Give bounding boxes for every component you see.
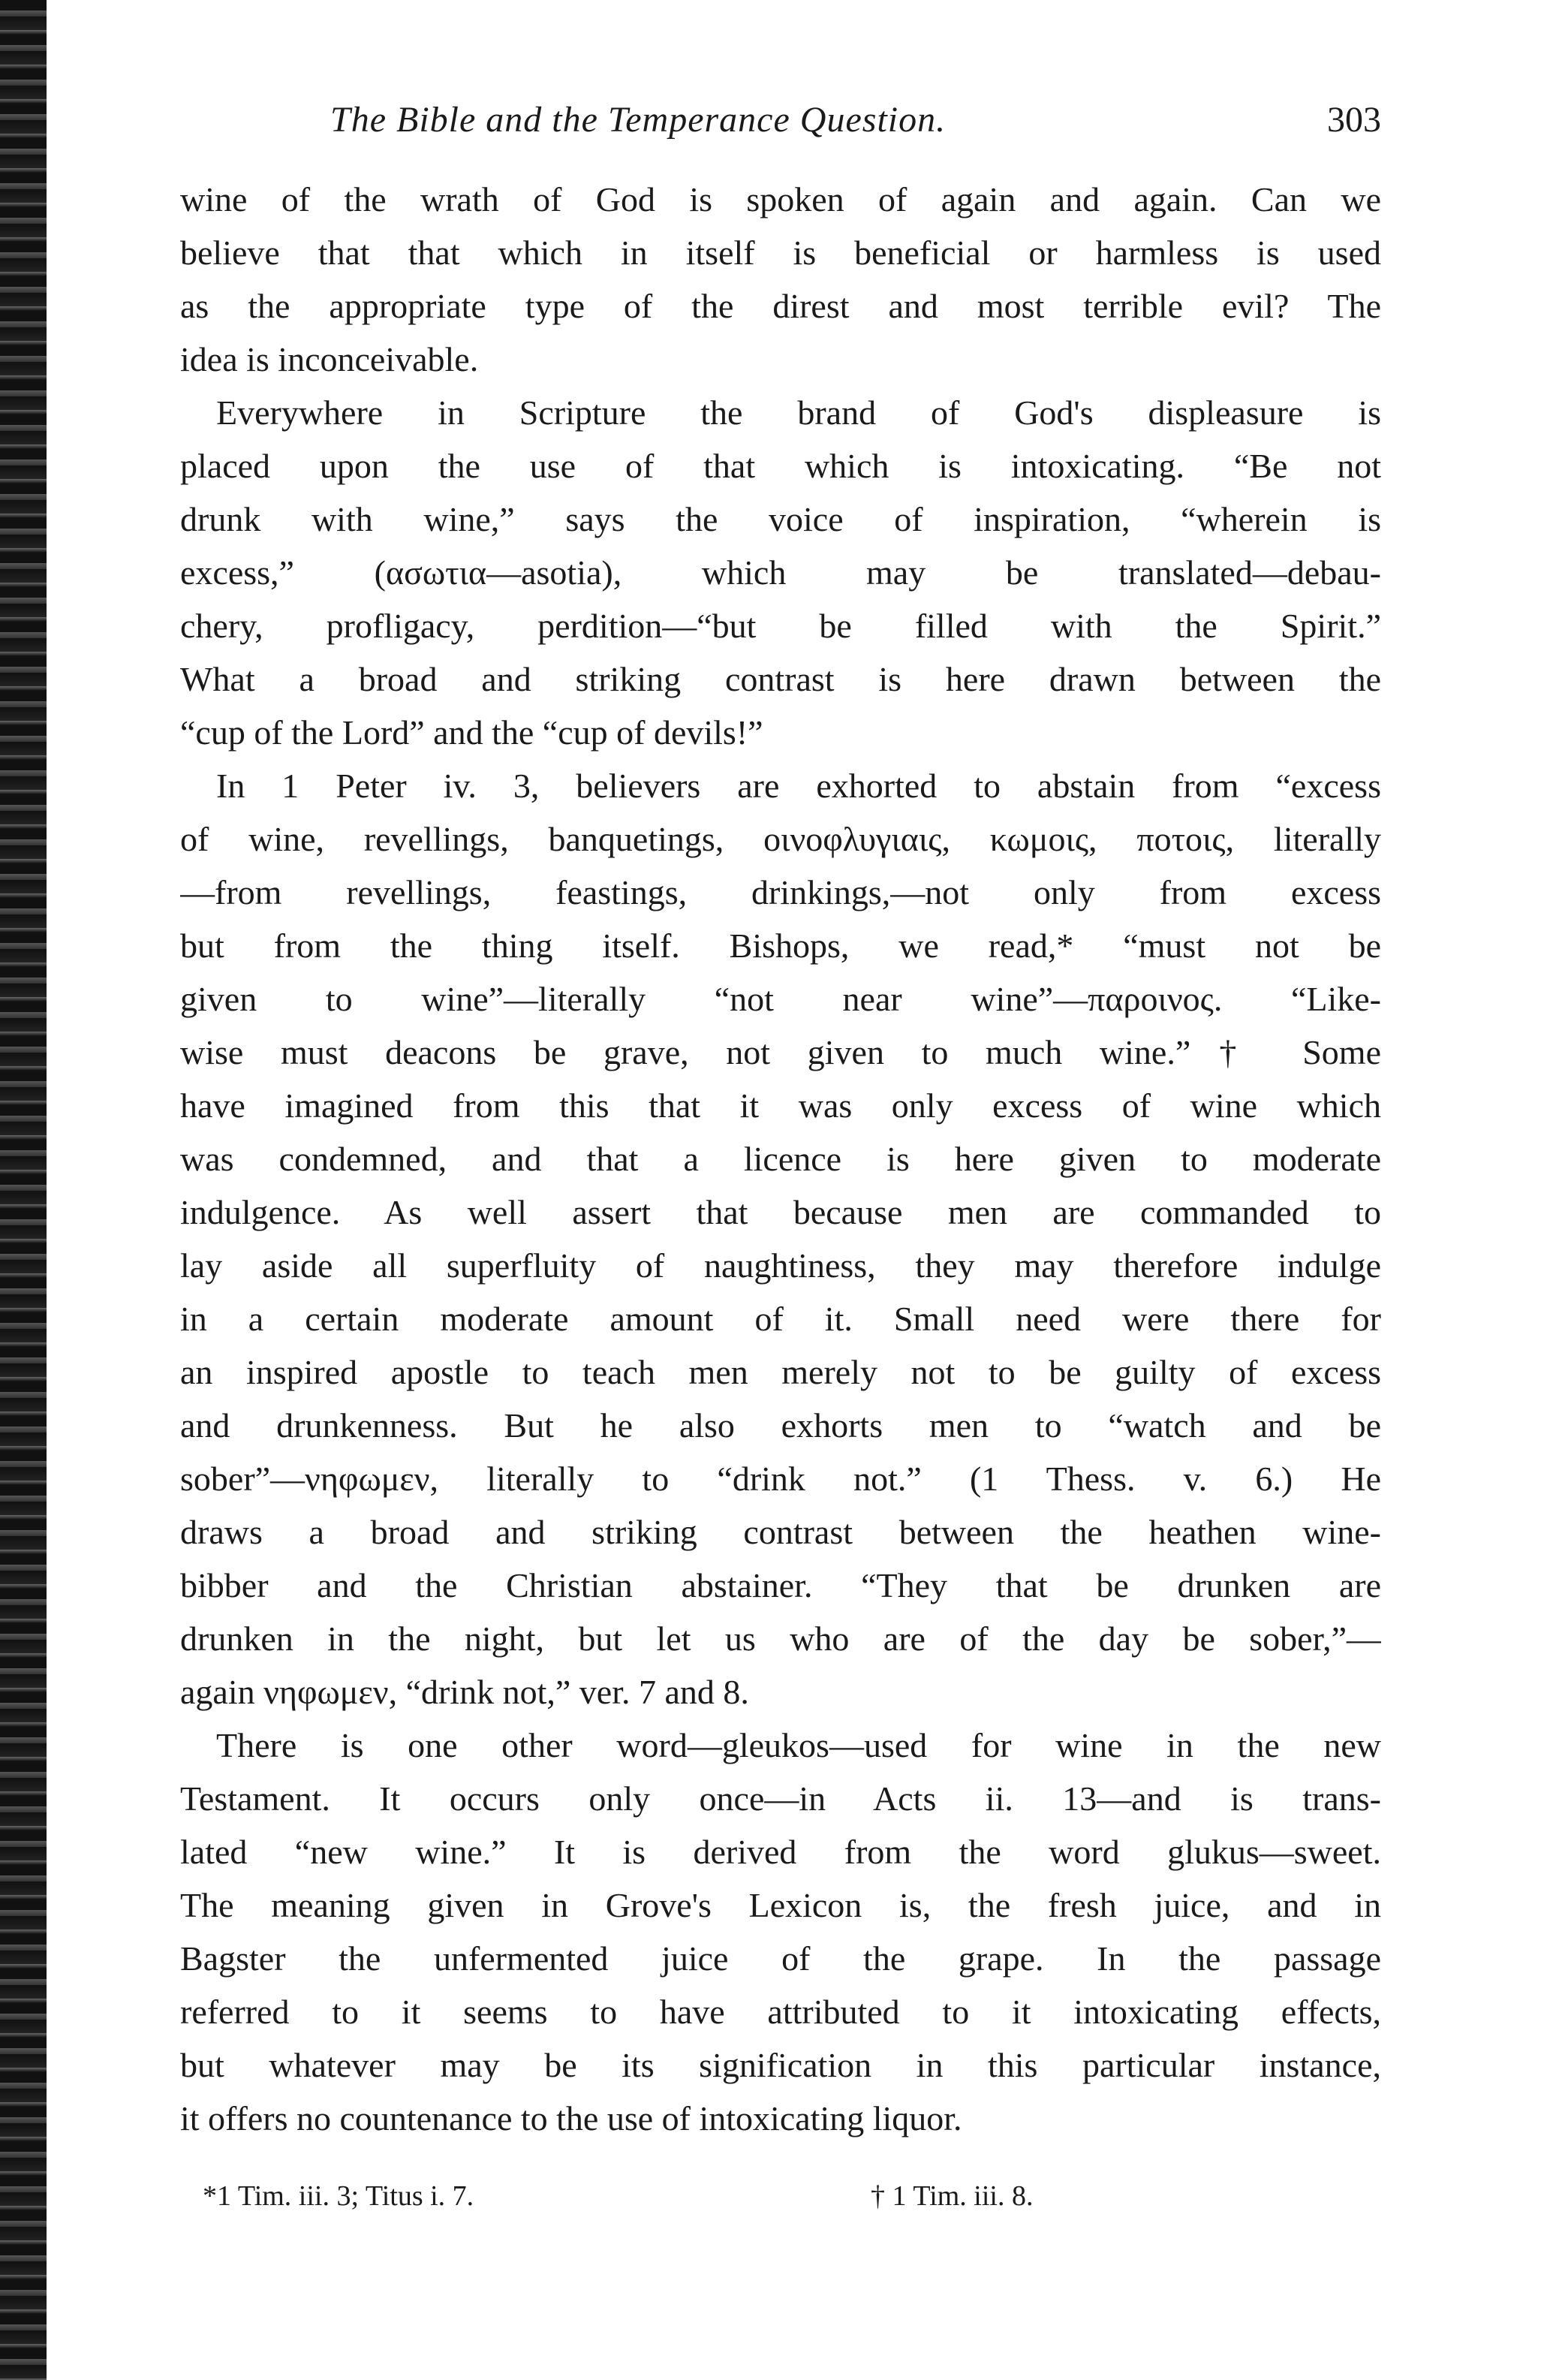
text-line: referred to it seems to have attributed to it intoxicating effects, bbox=[180, 1993, 1381, 2031]
text-line: and drunkenness. But he also exhorts men to “watch and be bbox=[180, 1406, 1381, 1445]
text-line: idea is inconceivable. bbox=[180, 340, 479, 378]
text-line: an inspired apostle to teach men merely not to be guilty of excess bbox=[180, 1353, 1381, 1391]
text-line: it offers no countenance to the use of intoxicating liquor. bbox=[180, 2099, 962, 2137]
text-line: in a certain moderate amount of it. Small need were there for bbox=[180, 1300, 1381, 1338]
text-line: indulgence. As well assert that because men are commanded to bbox=[180, 1193, 1381, 1231]
book-page bbox=[180, 90, 1381, 2312]
text-line: wise must deacons be grave, not given to much wine.”† Some bbox=[180, 1033, 1381, 1071]
text-line: lay aside all superfluity of naughtiness, they may therefore indulge bbox=[180, 1246, 1381, 1285]
text-line: sober”—νηφωμεν, literally to “drink not.” (1 Thess. v. 6.) He bbox=[180, 1460, 1381, 1498]
running-head bbox=[180, 90, 1381, 173]
text-line: Everywhere in Scripture the brand of God's displeasure is bbox=[216, 393, 1381, 432]
body-text bbox=[180, 173, 1381, 2145]
text-line: excess,” (ασωτια—asotia), which may be translated—debau- bbox=[180, 553, 1381, 592]
text-line: placed upon the use of that which is intoxicating. “Be not bbox=[180, 447, 1381, 485]
paragraph bbox=[180, 386, 1381, 759]
text-line: of wine, revellings, banquetings, οινοφλυγιαις, κωμοις, ποτοις, literally bbox=[180, 820, 1381, 858]
text-line: was condemned, and that a licence is here given to moderate bbox=[180, 1140, 1381, 1178]
text-line: but whatever may be its signification in this particular instance, bbox=[180, 2046, 1381, 2084]
running-title: The Bible and the Temperance Question. bbox=[330, 100, 947, 140]
text-line: drunken in the night, but let us who are of the day be sober,”— bbox=[180, 1619, 1381, 1658]
text-line: There is one other word—gleukos—used for wine in the new bbox=[216, 1726, 1381, 1764]
binding-edge bbox=[0, 0, 47, 2380]
text-line: drunk with wine,” says the voice of inspiration, “wherein is bbox=[180, 500, 1381, 538]
text-line: “cup of the Lord” and the “cup of devils!” bbox=[180, 713, 763, 752]
paragraph bbox=[180, 759, 1381, 1719]
text-line: but from the thing itself. Bishops, we read,* “must not be bbox=[180, 926, 1381, 965]
text-line: The meaning given in Grove's Lexicon is, the fresh juice, and in bbox=[180, 1886, 1381, 1924]
text-line: as the appropriate type of the direst and most terrible evil? The bbox=[180, 287, 1381, 325]
paragraph bbox=[180, 1719, 1381, 2145]
text-line: lated “new wine.” It is derived from the word glukus—sweet. bbox=[180, 1833, 1381, 1871]
text-line: have imagined from this that it was only excess of wine which bbox=[180, 1086, 1381, 1125]
text-line: Bagster the unfermented juice of the grape. In the passage bbox=[180, 1939, 1381, 1978]
text-line: Testament. It occurs only once—in Acts ii. 13—and is trans- bbox=[180, 1779, 1381, 1818]
footnote-1: *1 Tim. iii. 3; Titus i. 7. bbox=[203, 2180, 474, 2212]
text-line: draws a broad and striking contrast between the heathen wine- bbox=[180, 1513, 1381, 1551]
text-line: again νηφωμεν, “drink not,” ver. 7 and 8. bbox=[180, 1673, 749, 1711]
text-line: believe that that which in itself is beneficial or harmless is used bbox=[180, 233, 1381, 272]
text-line: chery, profligacy, perdition—“but be filled with the Spirit.” bbox=[180, 607, 1381, 645]
footnotes bbox=[180, 2180, 1381, 2225]
page-number: 303 bbox=[1327, 100, 1381, 140]
paragraph bbox=[180, 173, 1381, 386]
text-line: wine of the wrath of God is spoken of again and again. Can we bbox=[180, 180, 1381, 218]
footnote-2: † 1 Tim. iii. 8. bbox=[871, 2180, 1034, 2212]
text-line: —from revellings, feastings, drinkings,—not only from excess bbox=[180, 873, 1381, 911]
text-line: given to wine”—literally “not near wine”—παροινος. “Like- bbox=[180, 980, 1381, 1018]
text-line: What a broad and striking contrast is here drawn between the bbox=[180, 660, 1381, 698]
text-line: In 1 Peter iv. 3, believers are exhorted to abstain from “excess bbox=[216, 767, 1381, 805]
text-line: bibber and the Christian abstainer. “They that be drunken are bbox=[180, 1566, 1381, 1604]
